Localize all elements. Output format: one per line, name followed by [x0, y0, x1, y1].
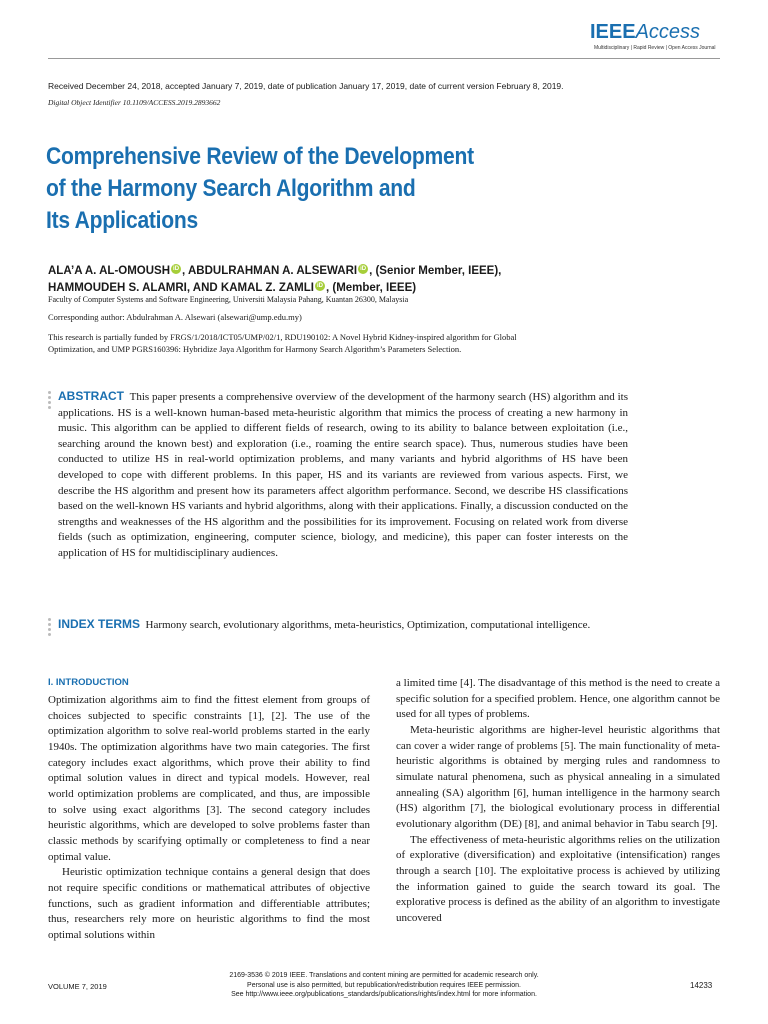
author-membership: , (Member, IEEE) — [325, 282, 417, 294]
index-terms-text: Harmony search, evolutionary algorithms, meta-heuristics, Optimization, computational intelligence. — [145, 619, 591, 631]
footer-volume: VOLUME 7, 2019 — [48, 982, 107, 991]
body-column-left — [48, 676, 370, 944]
received-dates: Received December 24, 2018, accepted January 7, 2019, date of publication January 17, 2019, date of current version February 8, 2019. — [48, 81, 564, 91]
orcid-icon[interactable]: iD — [316, 283, 323, 289]
body-paragraph: Meta-heuristic algorithms are higher-level heuristic algorithms that can cover a wider range of problems [5]. The main functionality of meta-heuristic algorithms is obtained by merging rules and randomness to simulate natural phenomena, such as physical annealing in a simulated annealing (SA) algorithm [6], human intelligence in the harmony search (HS) algorithm [7], the biological evolutionary process in differential evolutionary algorithm (DE) [8], and animal behavior in Tabu search [9]. — [396, 723, 720, 830]
body-paragraph: The effectiveness of meta-heuristic algorithms relies on the utilization of explorative (diversification) and exploitative (intensification) ranges through a search [10]. The exploitative process is achieved by utilizing the information gained to guide the search toward its goal. The explorative process is defined as the ability of an algorithm to investigate uncovered — [396, 833, 720, 924]
funding-note — [48, 332, 648, 355]
abstract — [58, 389, 628, 562]
corresponding-author: Corresponding author: Abdulrahman A. Alsewari (alsewari@ump.edu.my) — [48, 312, 302, 322]
abstract-label: ABSTRACT — [58, 389, 124, 403]
footer-line: Personal use is also permitted, but republication/redistribution requires IEEE permission. — [247, 981, 521, 989]
abstract-text: This paper presents a comprehensive overview of the development of the harmony search (HS) algorithm and its applications. HS is a well-known human-based meta-heuristic algorithm that mimics the process of creating a new harmony in music. This algorithm can be applied to different fields of research, owing to its ability to balance between exploitation (i.e., searching around the known best) and exploration (i.e., roaming the entire search space). Thus, numerous studies have been conducted to utilize HS in real-world optimization problems, and many variants and hybrid algorithms of HS have been developed to cope with different problems. In this paper, HS and its variants are reviewed from various aspects. First, we describe the HS algorithm and present how its parameters affect algorithm performance. Second, we describe HS classifications based on the well-known HS variants and hybrid algorithms, along with their applications. Finally, a discussion conducted on the strengths and weaknesses of the HS algorithm and the possibilities for its improvement. Focusing on related work from diverse fields (such as optimization, engineering, computer science, biology, and medicine), this paper can foster interests on the application of HS for multidisciplinary audiences. — [58, 391, 628, 559]
author-name: HAMMOUDEH S. ALAMRI, AND KAMAL Z. ZAMLI — [48, 282, 314, 294]
paper-title — [46, 141, 528, 237]
body-paragraph: Heuristic optimization technique contains a general design that does not require specific conditions or mathematical attributes of objective functions, such as gradient information and differentiable attributes; thus, researchers rely more on heuristic algorithms to find the most optimal solutions within — [48, 866, 370, 941]
logo-tagline: Multidisciplinary | Rapid Review | Open Access Journal — [594, 45, 716, 51]
logo-ieee: IEEE — [590, 21, 636, 43]
affiliation: Faculty of Computer Systems and Software Engineering, Universiti Malaysia Pahang, Kuantan 26300, Malaysia — [48, 295, 409, 304]
dots-icon — [48, 391, 52, 411]
title-line: Comprehensive Review of the Development — [46, 143, 474, 170]
header-rule — [48, 58, 720, 59]
author-name: ALA’A A. AL-OMOUSH — [48, 265, 171, 277]
index-terms — [58, 617, 628, 634]
logo-access: Access — [635, 21, 701, 43]
dots-icon — [48, 618, 52, 638]
body-paragraph: Optimization algorithms aim to find the fittest element from groups of choices subjected to specific constraints [1], [2]. The use of the optimization algorithm to solve real-world problems started in the early 1940s. The optimization algorithms have two main categories. The first category includes exact algorithms, which prove their ability to find optimal solution values in direct and typical models. However, real world optimization problems are complicated, and thus, are impossible to solve using exact algorithms [3]. The second category includes heuristic algorithms, which are developed to solve problems faster than classic methods by scarifying optimally or completeness to find a near optimal value. — [48, 694, 370, 863]
section-heading: I. INTRODUCTION — [48, 677, 129, 688]
title-line: of the Harmony Search Algorithm and — [46, 175, 416, 202]
index-terms-label: INDEX TERMS — [58, 617, 141, 631]
body-column-right — [396, 676, 720, 927]
author-membership: , (Senior Member, IEEE), — [369, 265, 502, 277]
footer-copyright — [184, 971, 584, 1000]
orcid-icon[interactable]: iD — [360, 266, 367, 272]
footer-line[interactable]: See http://www.ieee.org/publications_standards/publications/rights/index.html for more information. — [231, 991, 537, 998]
funding-line: This research is partially funded by FRGS/1/2018/ICT05/UMP/02/1, RDU190102: A Novel Hybrid Kidney-inspired algorithm for Global — [48, 332, 517, 342]
funding-line: Optimization, and UMP PGRS160396: Hybridize Jaya Algorithm for Harmony Search Algorithm’s Parameters Selection. — [48, 343, 462, 354]
title-line: Its Applications — [46, 207, 198, 234]
orcid-icon[interactable]: iD — [173, 266, 180, 272]
author-list — [48, 263, 728, 297]
journal-logo — [590, 20, 720, 56]
author-name: , ABDULRAHMAN A. ALSEWARI — [182, 265, 358, 277]
footer-line: 2169-3536 © 2019 IEEE. Translations and content mining are permitted for academic research only. — [229, 972, 539, 979]
body-paragraph: a limited time [4]. The disadvantage of this method is the need to create a specific solution for a specified problem. Hence, one algorithm cannot be used for all types of problems. — [396, 677, 720, 721]
doi[interactable]: Digital Object Identifier 10.1109/ACCESS.2019.2893662 — [48, 98, 221, 107]
page-number: 14233 — [690, 981, 713, 990]
